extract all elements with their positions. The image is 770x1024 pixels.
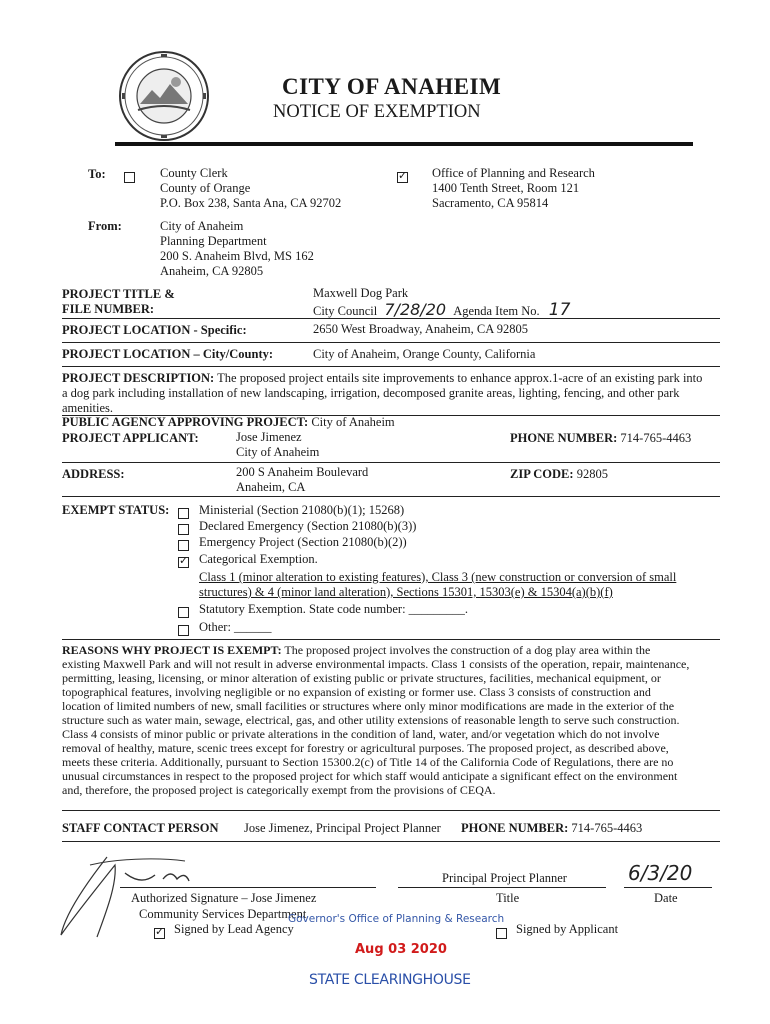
to-label: To: xyxy=(88,167,106,181)
rule xyxy=(62,462,720,463)
staff-name: Jose Jimenez, Principal Project Planner xyxy=(244,821,441,835)
categorical-checkbox[interactable] xyxy=(178,554,195,572)
rule xyxy=(62,366,720,367)
location-specific: 2650 West Broadway, Anaheim, CA 92805 xyxy=(313,322,528,336)
applicant-label: PROJECT APPLICANT: xyxy=(62,431,199,445)
exempt-class-line-1: Class 1 (minor alteration to existing features), Class 3 (new construction or conversion of small xyxy=(199,570,677,584)
rule xyxy=(62,496,720,497)
department: Community Services Department xyxy=(139,907,307,921)
stamp-date: Aug 03 2020 xyxy=(355,942,447,957)
opr-address: Office of Planning and Research 1400 Tenth Street, Room 121 Sacramento, CA 95814 xyxy=(432,166,595,210)
location-city-label: PROJECT LOCATION – City/County: xyxy=(62,347,274,361)
council-line: City Council 7/28/20 Agenda Item No. 17 xyxy=(313,300,571,320)
rule xyxy=(62,639,720,640)
reasons-paragraph: REASONS WHY PROJECT IS EXEMPT: The proposed project involves the construction of a dog play area within the existing Maxwell Park and will not result in adverse environmental impacts. Class 1 consists of the operation, repair, maintenance, permitting, leasing, licensing, or minor alteration of existing public or private structures, facilities, mechanical equipment, or topographical features, involving negligible or no expansion of existing or former use. Class 3 consists of construction and location of limited numbers of new, small facilities or structures where only minor modifications are made in the exterior of the structure such as water main, sewage, electrical, gas, and other utility extensions of reasonable length to serve such construction. Class 4 consists of minor public or private alterations in the condition of land, water, and/or vegetation which do not involve removal of healthy, mature, scenic trees except for forestry or agricultural purposes. The proposed project, as described above, meets these criteria. Additionally, pursuant to Section 15300.2(c) of Title 14 of the California Code of Regulations, there are no unusual circumstances in respect to the proposed project for which staff would anticipate a significant effect on the environment and, therefore, the proposed project is categorically exempt from the provisions of CEQA. xyxy=(62,643,690,797)
emergency-project-checkbox[interactable] xyxy=(178,537,195,555)
staff-label: STAFF CONTACT PERSON xyxy=(62,821,219,835)
date-label: Date xyxy=(654,891,678,905)
from-address: City of Anaheim Planning Department 200 S. Anaheim Blvd, MS 162 Anaheim, CA 92805 xyxy=(160,219,314,278)
exempt-emergency: Emergency Project (Section 21080(b)(2)) xyxy=(199,535,407,549)
county-clerk-address: County Clerk County of Orange P.O. Box 238, Santa Ana, CA 92702 xyxy=(160,166,342,210)
date-value: 6/3/20 xyxy=(628,861,693,885)
lead-agency-checkbox[interactable] xyxy=(154,925,171,943)
zip-code: ZIP CODE: 92805 xyxy=(510,467,608,481)
project-title-label: PROJECT TITLE & FILE NUMBER: xyxy=(62,287,175,316)
exempt-class-line-2: structures) & 4 (minor land alteration), Sections 15301, 15303(e) & 15304(a)(b)(f) xyxy=(199,585,613,599)
county-clerk-checkbox[interactable] xyxy=(124,169,141,187)
rule xyxy=(62,841,720,842)
council-date: 7/28/20 xyxy=(384,300,447,319)
address: 200 S Anaheim Boulevard Anaheim, CA xyxy=(236,465,369,494)
agenda-number: 17 xyxy=(548,300,571,320)
date-line xyxy=(624,887,712,888)
signed-by-applicant: Signed by Applicant xyxy=(516,922,619,936)
statutory-checkbox[interactable] xyxy=(178,604,195,622)
exempt-categorical: Categorical Exemption. xyxy=(199,552,318,566)
header-rule xyxy=(115,142,693,146)
location-city: City of Anaheim, Orange County, California xyxy=(313,347,536,361)
applicant-checkbox[interactable] xyxy=(496,925,513,943)
title-line xyxy=(398,887,606,888)
title-label: Title xyxy=(496,891,520,905)
other-checkbox[interactable] xyxy=(178,622,195,640)
exempt-ministerial: Ministerial (Section 21080(b)(1); 15268) xyxy=(199,503,405,517)
location-specific-label: PROJECT LOCATION - Specific: xyxy=(62,323,247,337)
clearinghouse-label: STATE CLEARINGHOUSE xyxy=(309,972,471,988)
address-label: ADDRESS: xyxy=(62,467,125,481)
from-label: From: xyxy=(88,219,122,233)
document-title: CITY OF ANAHEIM xyxy=(282,74,502,99)
exempt-status-label: EXEMPT STATUS: xyxy=(62,503,170,517)
city-seal xyxy=(118,50,210,142)
title-value: Principal Project Planner xyxy=(442,871,567,885)
rule xyxy=(62,318,720,319)
project-title: Maxwell Dog Park xyxy=(313,286,409,300)
authorized-signature-label: Authorized Signature – Jose Jimenez xyxy=(131,891,317,905)
rule xyxy=(62,810,720,811)
rule xyxy=(62,342,720,343)
applicant-phone: PHONE NUMBER: 714-765-4463 xyxy=(510,431,692,445)
approving-agency: PUBLIC AGENCY APPROVING PROJECT: City of Anaheim xyxy=(62,415,395,429)
signed-by-lead-agency: Signed by Lead Agency xyxy=(174,922,294,936)
exempt-declared: Declared Emergency (Section 21080(b)(3)) xyxy=(199,519,417,533)
exempt-statutory: Statutory Exemption. State code number: _________. xyxy=(199,602,469,616)
applicant: Jose Jimenez City of Anaheim xyxy=(236,430,320,459)
project-description: PROJECT DESCRIPTION: The proposed project entails site improvements to enhance approx.1-acre of an existing park into a dog park including installation of new landscaping, irrigation, decomposed granite areas, lighting, fencing, and other park amenities. xyxy=(62,371,703,415)
exempt-other: Other: ______ xyxy=(199,620,272,634)
signature-line xyxy=(120,887,376,888)
staff-phone: PHONE NUMBER: 714-765-4463 xyxy=(461,821,643,835)
document-subtitle: NOTICE OF EXEMPTION xyxy=(273,102,481,122)
opr-checkbox[interactable] xyxy=(397,169,414,187)
opr-stamp-office: Governor's Office of Planning & Research xyxy=(288,913,505,925)
